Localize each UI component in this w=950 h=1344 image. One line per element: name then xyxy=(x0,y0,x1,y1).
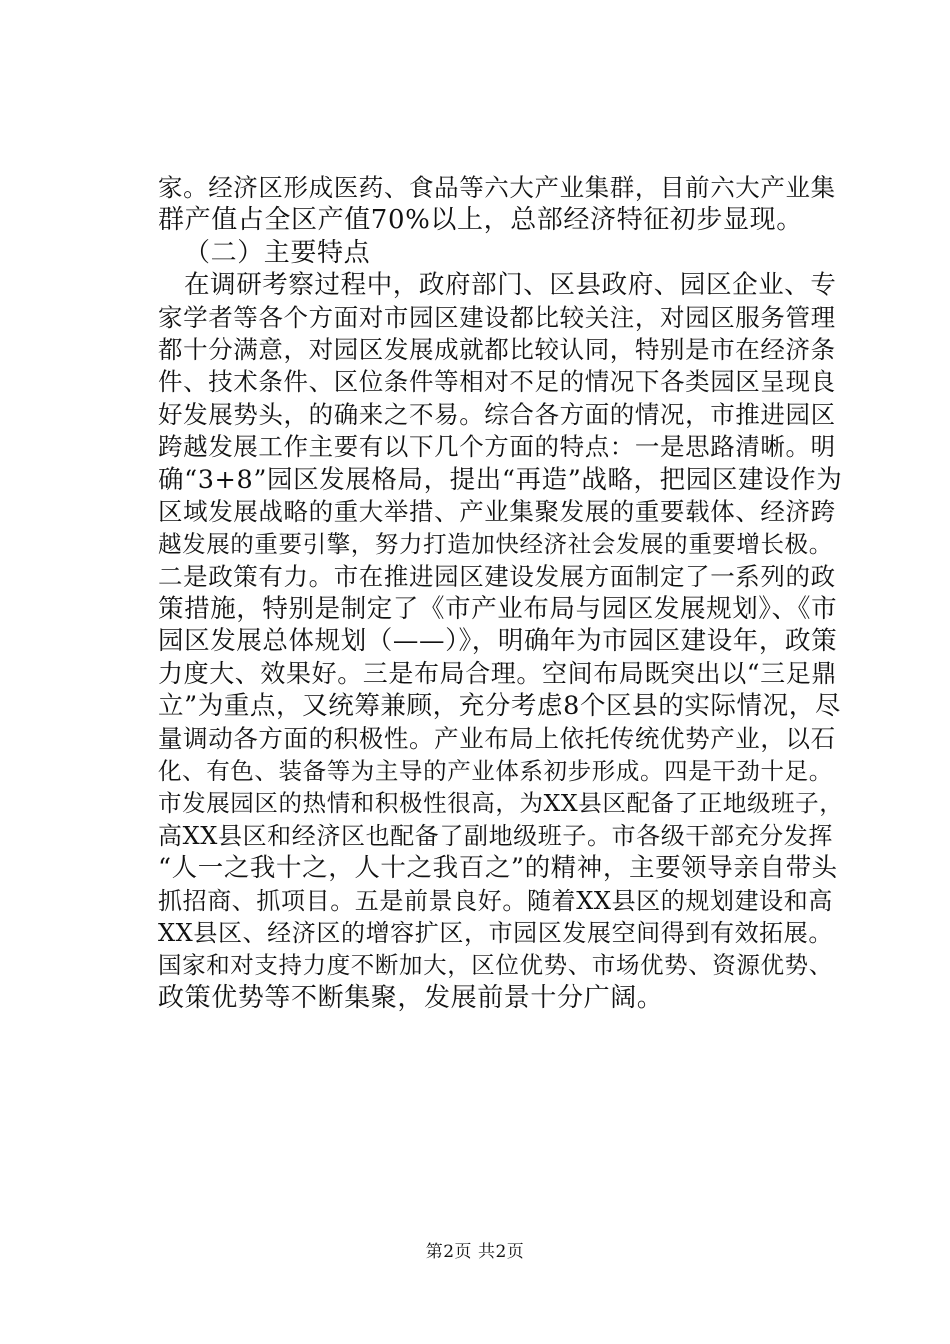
text-line: 国家和对支持力度不断加大，区位优势、市场优势、资源优势、 xyxy=(158,951,833,980)
text-line: 抓招商、抓项目。五是前景良好。随着XX县区的规划建设和高 xyxy=(158,886,833,915)
section-heading: （二）主要特点 xyxy=(184,237,371,268)
text-line: 好发展势头，的确来之不易。综合各方面的情况，市推进园区 xyxy=(158,399,836,429)
text-line: 在调研考察过程中，政府部门、区县政府、园区企业、专 xyxy=(184,270,837,301)
text-line: 越发展的重要引擎，努力打造加快经济社会发展的重要增长极。 xyxy=(158,530,833,559)
text-line: 件、技术条件、区位条件等相对不足的情况下各类园区呈现良 xyxy=(158,367,836,397)
text-line: 园区发展总体规划（——）》，明确年为市园区建设年，政策 xyxy=(158,626,838,657)
text-line: 力度大、效果好。三是布局合理。空间布局既突出以“三足鼎 xyxy=(158,658,837,688)
text-line: 高XX县区和经济区也配备了副地级班子。市各级干部充分发挥 xyxy=(158,821,833,850)
text-line: 立”为重点，又统筹兼顾，充分考虑8个区县的实际情况，尽 xyxy=(158,691,841,722)
text-line: 化、有色、装备等为主导的产业体系初步形成。四是干劲十足。 xyxy=(158,757,833,786)
text-line: 家。经济区形成医药、食品等六大产业集群，目前六大产业集 xyxy=(158,173,836,202)
text-line: 跨越发展工作主要有以下几个方面的特点：一是思路清晰。明 xyxy=(158,432,836,462)
text-line: “人一之我十之，人十之我百之”的精神，主要领导亲自带头 xyxy=(158,853,838,884)
text-line: 二是政策有力。市在推进园区建设发展方面制定了一系列的政 xyxy=(158,561,836,591)
text-line: 政策优势等不断集聚，发展前景十分广阔。 xyxy=(158,982,664,1013)
text-line: 策措施，特别是制定了《市产业布局与园区发展规划》、《市 xyxy=(158,594,838,625)
text-line: 区域发展战略的重大举措、产业集聚发展的重要载体、经济跨 xyxy=(158,496,836,526)
text-line: 市发展园区的热情和积极性很高，为XX县区配备了正地级班子， xyxy=(158,789,844,818)
text-line: XX县区、经济区的增容扩区，市园区发展空间得到有效拓展。 xyxy=(158,918,833,947)
body-text xyxy=(158,172,843,1014)
text-line: 量调动各方面的积极性。产业布局上依托传统优势产业，以石 xyxy=(158,723,836,753)
page-number-label: 第2页 共2页 xyxy=(425,1242,525,1262)
text-line: 家学者等各个方面对市园区建设都比较关注，对园区服务管理 xyxy=(158,302,836,332)
text-line: 确“3+8”园区发展格局，提出“再造”战略，把园区建设作为 xyxy=(158,464,843,495)
text-line: 都十分满意，对园区发展成就都比较认同，特别是市在经济条 xyxy=(158,334,836,364)
page-footer xyxy=(0,1240,950,1264)
text-line: 群产值占全区产值70%以上，总部经济特征初步显现。 xyxy=(158,205,803,236)
